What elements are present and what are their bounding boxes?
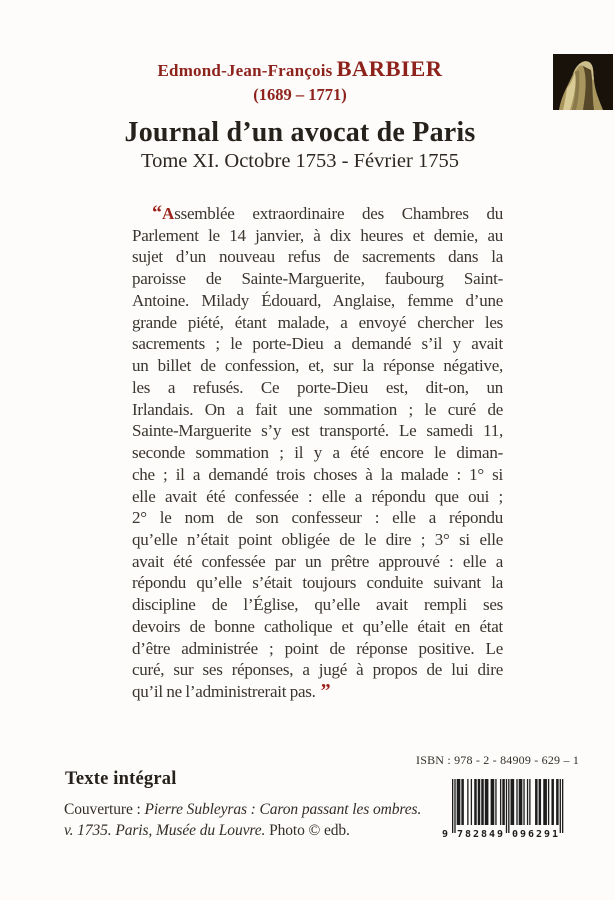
- quote-line: seconde sommation ; il y a été encore le diman-: [132, 443, 503, 463]
- quote-line: Sainte-Marguerite s’y est transporté. Le samedi 11,: [132, 421, 503, 441]
- quote-line: curé, sur ses réponses, a jugé à propos de lui dire: [132, 660, 503, 680]
- quote-line: grande piété, étant malade, a envoyé chercher les: [132, 312, 503, 332]
- barcode-lead-digit: 9: [442, 829, 449, 839]
- quote-line: Irlandais. On a fait une sommation ; le curé de: [132, 399, 503, 419]
- edition-note: Texte intégral: [65, 769, 177, 789]
- quote-line: avait été confessée par un prêtre approuvé : elle a: [132, 551, 503, 571]
- quote-line: Antoine. Milady Édouard, Anglaise, femme d’une: [132, 290, 503, 310]
- quote-line: paroisse de Sainte-Marguerite, faubourg Saint-: [132, 269, 503, 289]
- cover-credit-line2: [64, 821, 464, 842]
- quote-line: [132, 681, 503, 703]
- quote-line-text: ssemblée extraordinaire des Chambres du: [174, 204, 503, 223]
- quote-line: un billet de confession, et, sur la réponse négative,: [132, 356, 503, 376]
- quote-line: che ; il a demandé trois choses à la malade : 1° si: [132, 464, 503, 484]
- cover-credit: [64, 800, 464, 841]
- quote-line: [132, 203, 503, 225]
- cover-painting-thumbnail: [553, 54, 613, 110]
- quote-line: d’être administrée ; point de réponse positive. Le: [132, 638, 503, 658]
- ean13-barcode: [438, 779, 564, 839]
- close-quote-mark: ”: [320, 681, 331, 703]
- isbn-label: ISBN : 978 - 2 - 84909 - 629 – 1: [416, 753, 580, 767]
- author-surname: BARBIER: [336, 56, 443, 81]
- credit-artwork: Pierre Subleyras : Caron passant les ombres.: [144, 801, 422, 818]
- draped-figure-painting-icon: [553, 54, 613, 110]
- quote-line: Parlement le 14 janvier, à dix heures et demie, au: [132, 225, 503, 245]
- author-name: Edmond-Jean-François: [157, 61, 333, 80]
- quote-line-text: qu’il ne l’administrerait pas.: [132, 682, 316, 702]
- barcode-bars: [452, 779, 563, 833]
- credit-photo: Photo © edb.: [265, 821, 350, 839]
- open-quote-mark: “: [152, 203, 162, 224]
- barcode-right-digits: 096291: [512, 829, 558, 839]
- quote-line: répondu qu’elle s’était toujours conduite suivant la: [132, 573, 503, 593]
- credit-prefix: Couverture :: [64, 801, 145, 818]
- credit-museum: v. 1735. Paris, Musée du Louvre.: [64, 821, 266, 839]
- quote-block: [132, 203, 503, 703]
- header-block: [0, 56, 600, 173]
- quote-line: 2° le nom de son confesseur : elle a répondu: [132, 508, 503, 528]
- lead-initial: A: [162, 204, 175, 223]
- author-line: [0, 56, 600, 85]
- quote-line: sacrements ; le porte-Dieu a demandé s’il y avait: [132, 334, 503, 354]
- quote-line: devoirs de bonne catholique et qu’elle était en état: [132, 616, 503, 636]
- quote-line: sujet d’un nouveau refus de sacrements dans la: [132, 247, 503, 267]
- quote-line: les a refusés. Ce porte-Dieu est, dit-on, un: [132, 377, 503, 397]
- cover-credit-line1: [64, 800, 464, 821]
- quote-line: discipline de l’Église, qu’elle avait rempli ses: [132, 595, 503, 615]
- author-dates: (1689 – 1771): [253, 85, 347, 104]
- book-subtitle: Tome XI. Octobre 1753 - Février 1755: [141, 150, 459, 172]
- quote-line: elle avait été confessée : elle a répondu que oui ;: [132, 486, 503, 506]
- barcode-left-digits: 782849: [457, 829, 503, 839]
- quote-line: qu’elle n’était point obligée de le dire ; 3° si elle: [132, 530, 503, 550]
- book-title: Journal d’un avocat de Paris: [124, 117, 476, 148]
